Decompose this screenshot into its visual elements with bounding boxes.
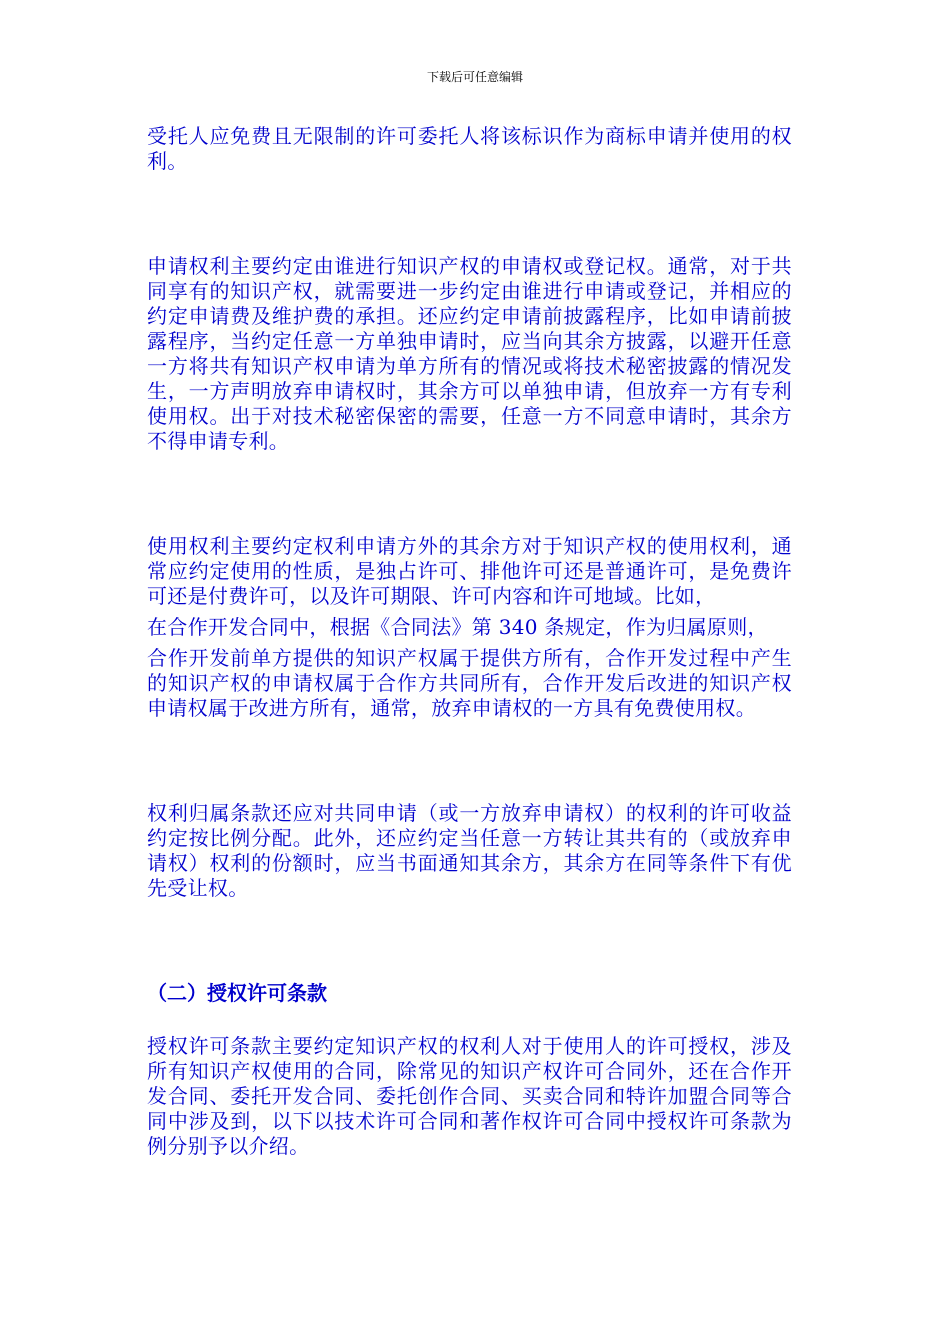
spacer [147, 901, 792, 981]
paragraph-contract-law-clause: 在合作开发合同中，根据《合同法》第 340 条规定，作为归属原则， [147, 615, 768, 639]
document-body [147, 124, 792, 1159]
page-header: 下载后可任意编辑 [426, 70, 523, 84]
spacer [147, 174, 792, 254]
paragraph-license-clause: 授权许可条款主要约定知识产权的权利人对于使用人的许可授权，涉及所有知识产权使用的合同，除常见的知识产权许可合同外，还在合作开发合同、委托开发合同、委托创作合同、买卖合同和特许加盟合同等合同中涉及到，以下以技术许可合同和著作权许可合同中授权许可条款为例分别予以介绍。 [147, 1034, 792, 1158]
paragraph-ownership-clause: 权利归属条款还应对共同申请（或一方放弃申请权）的权利的许可收益约定按比例分配。此外，还应约定当任意一方转让其共有的（或放弃申请权）权利的份额时，应当书面通知其余方，其余方在同等条件下有优先受让权。 [147, 801, 792, 900]
paragraph-cooperative-development: 合作开发前单方提供的知识产权属于提供方所有，合作开发过程中产生的知识产权的申请权属于合作方共同所有，合作开发后改进的知识产权申请权属于改进方所有，通常，放弃申请权的一方具有免费使用权。 [147, 646, 792, 720]
paragraph-trademark-license: 受托人应免费且无限制的许可委托人将该标识作为商标申请并使用的权利。 [147, 124, 792, 173]
paragraph-usage-rights: 使用权利主要约定权利申请方外的其余方对于知识产权的使用权利，通常应约定使用的性质，是独占许可、排他许可还是普通许可，是免费许可还是付费许可，以及许可期限、许可内容和许可地域。比如， [147, 534, 792, 608]
spacer [147, 721, 792, 801]
paragraph-application-rights: 申请权利主要约定由谁进行知识产权的申请权或登记权。通常，对于共同享有的知识产权，就需要进一步约定由谁进行申请或登记，并相应的约定申请费及维护费的承担。还应约定申请前披露程序，比如申请前披露程序，当约定任意一方单独申请时，应当向其余方披露，以避开任意一方将共有知识产权申请为单方所有的情况或将技术秘密披露的情况发生，一方声明放弃申请权时，其余方可以单独申请，但放弃一方有专利使用权。出于对技术秘密保密的需要，任意一方不同意申请时，其余方不得申请专利。 [147, 254, 792, 453]
spacer [147, 1006, 792, 1034]
spacer [147, 454, 792, 534]
section-heading: （二）授权许可条款 [147, 981, 327, 1005]
